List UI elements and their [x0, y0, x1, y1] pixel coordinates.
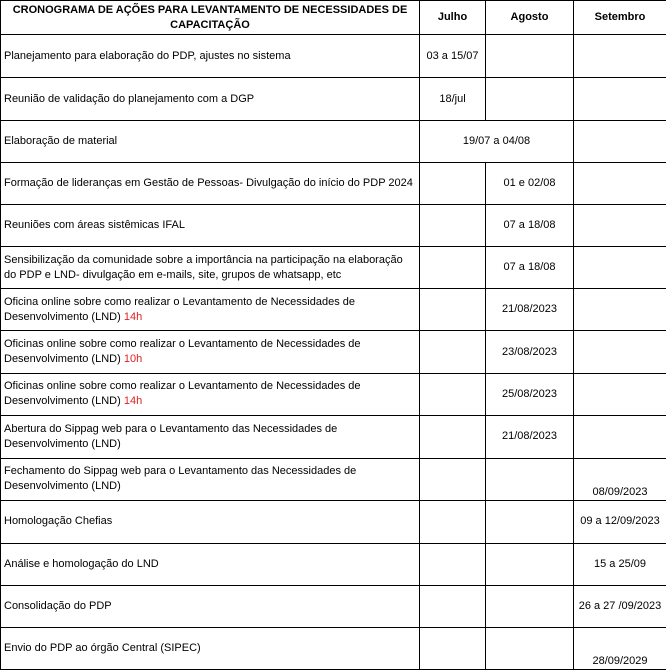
activity-cell: Homologação Chefias: [1, 500, 420, 543]
table-row: [1, 373, 666, 415]
date-cell: 07 a 18/08: [486, 247, 574, 289]
empty-cell: [420, 247, 486, 289]
empty-cell: [574, 415, 666, 458]
table-row: [1, 415, 666, 458]
table-row: [1, 121, 666, 163]
activity-cell: Fechamento do Sippag web para o Levantamento das Necessidades de Desenvolvimento (LND): [1, 458, 420, 500]
empty-cell: [420, 373, 486, 415]
table-row: [1, 543, 666, 585]
time-highlight: 14h: [123, 395, 143, 408]
column-header-julho: Julho: [420, 1, 486, 35]
empty-cell: [574, 247, 666, 289]
activity-cell: Envio do PDP ao órgão Central (SIPEC): [1, 627, 420, 669]
empty-cell: [420, 627, 486, 669]
activity-cell: Análise e homologação do LND: [1, 543, 420, 585]
date-cell: 08/09/2023: [574, 458, 666, 500]
column-header-agosto: Agosto: [486, 1, 574, 35]
table-title: CRONOGRAMA DE AÇÕES PARA LEVANTAMENTO DE NECESSIDADES DE CAPACITAÇÃO: [1, 1, 420, 35]
table-row: [1, 458, 666, 500]
activity-text: Sensibilização da comunidade sobre a importância na participação na elaboração do PDP e LND- divulgação em e-mails, site, grupos de whatsapp, etc: [4, 253, 403, 281]
empty-cell: [420, 500, 486, 543]
date-cell: 26 a 27 /09/2023: [574, 585, 666, 627]
empty-cell: [420, 163, 486, 205]
table-row: [1, 627, 666, 669]
empty-cell: [420, 458, 486, 500]
activity-cell: Abertura do Sippag web para o Levantamento das Necessidades de Desenvolvimento (LND): [1, 415, 420, 458]
time-highlight: 10h: [123, 353, 143, 366]
activity-cell: [1, 373, 420, 415]
date-cell: 18/jul: [420, 78, 486, 121]
activity-cell: Consolidação do PDP: [1, 585, 420, 627]
header-row: [1, 1, 666, 35]
empty-cell: [420, 585, 486, 627]
activity-cell: Formação de lideranças em Gestão de Pessoas- Divulgação do início do PDP 2024: [1, 163, 420, 205]
activity-cell: Planejamento para elaboração do PDP, ajustes no sistema: [1, 35, 420, 78]
date-cell: 15 a 25/09: [574, 543, 666, 585]
empty-cell: [486, 627, 574, 669]
column-header-setembro: Setembro: [574, 1, 666, 35]
empty-cell: [574, 289, 666, 331]
date-cell: 09 a 12/09/2023: [574, 500, 666, 543]
empty-cell: [486, 35, 574, 78]
empty-cell: [420, 289, 486, 331]
date-cell: 21/08/2023: [486, 415, 574, 458]
date-cell: 28/09/2029: [574, 627, 666, 669]
date-cell: 03 a 15/07: [420, 35, 486, 78]
empty-cell: [574, 205, 666, 247]
empty-cell: [574, 78, 666, 121]
empty-cell: [574, 35, 666, 78]
time-highlight: 14h: [123, 310, 143, 323]
empty-cell: [574, 331, 666, 373]
empty-cell: [420, 331, 486, 373]
table-row: [1, 331, 666, 373]
date-cell: 01 e 02/08: [486, 163, 574, 205]
activity-text: Oficinas online sobre como realizar o Levantamento de Necessidades de Desenvolvimento (LND): [4, 380, 361, 408]
empty-cell: [574, 373, 666, 415]
empty-cell: [486, 585, 574, 627]
date-cell: 23/08/2023: [486, 331, 574, 373]
date-cell: 19/07 a 04/08: [420, 121, 574, 163]
date-cell: 07 a 18/08: [486, 205, 574, 247]
empty-cell: [486, 543, 574, 585]
table-row: [1, 205, 666, 247]
empty-cell: [420, 415, 486, 458]
activity-cell: [1, 289, 420, 331]
activity-text: Oficinas online sobre como realizar o Levantamento de Necessidades de Desenvolvimento (LND): [4, 338, 361, 366]
table-row: [1, 78, 666, 121]
date-cell: 21/08/2023: [486, 289, 574, 331]
activity-cell: Reunião de validação do planejamento com a DGP: [1, 78, 420, 121]
table-row: [1, 163, 666, 205]
activity-cell: Elaboração de material: [1, 121, 420, 163]
empty-cell: [486, 500, 574, 543]
table-row: [1, 500, 666, 543]
empty-cell: [574, 163, 666, 205]
table-row: [1, 35, 666, 78]
activity-text: Oficina online sobre como realizar o Levantamento de Necessidades de Desenvolvimento (LND): [4, 295, 355, 323]
empty-cell: [574, 121, 666, 163]
activity-cell: Reuniões com áreas sistêmicas IFAL: [1, 205, 420, 247]
date-cell: 25/08/2023: [486, 373, 574, 415]
empty-cell: [420, 205, 486, 247]
table-row: [1, 289, 666, 331]
activity-cell: [1, 247, 420, 289]
empty-cell: [420, 543, 486, 585]
table-row: [1, 247, 666, 289]
empty-cell: [486, 78, 574, 121]
empty-cell: [486, 458, 574, 500]
activity-cell: [1, 331, 420, 373]
table-row: [1, 585, 666, 627]
